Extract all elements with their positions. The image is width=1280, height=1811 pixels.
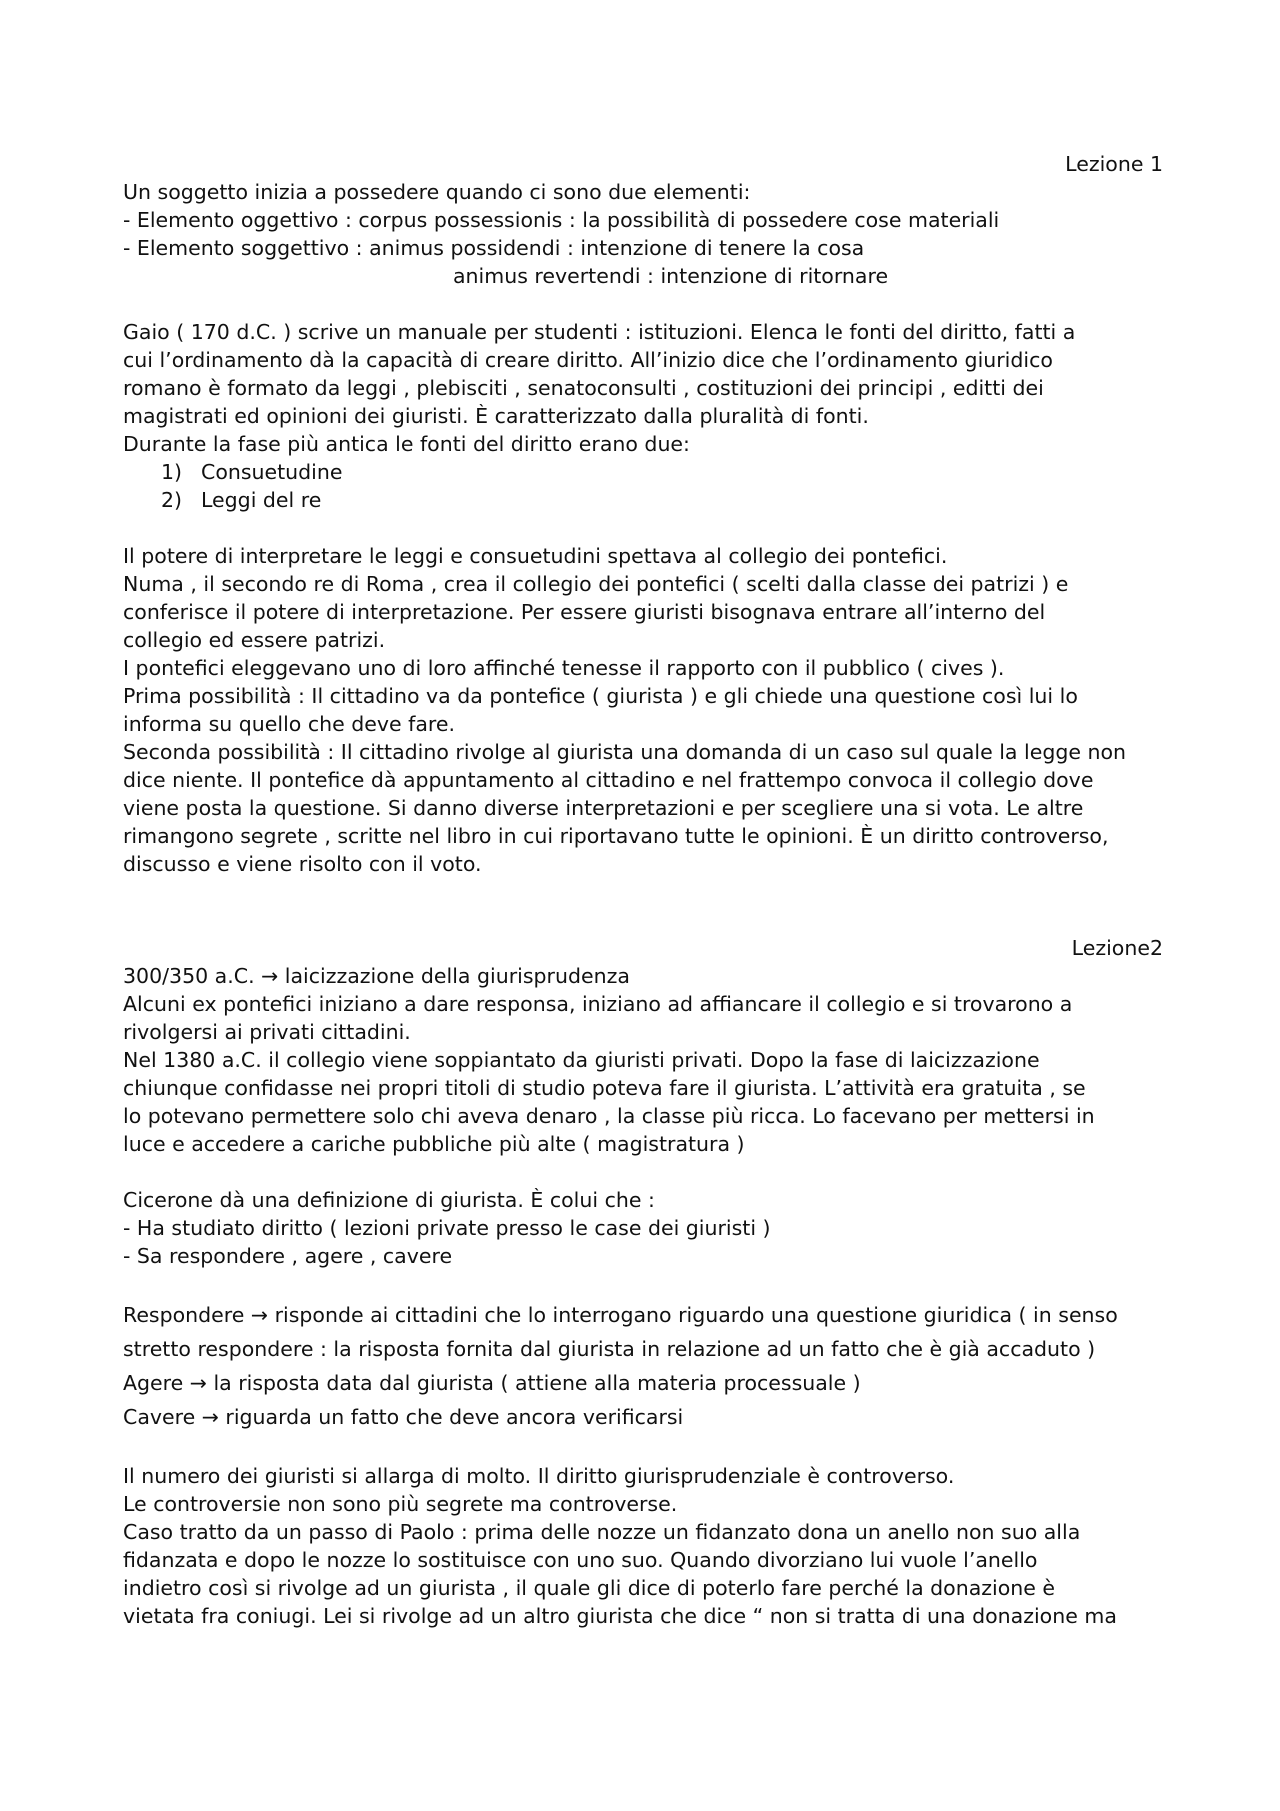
definition-respondere: Respondere → risponde ai cittadini che lo interrogano riguardo una questione giuridica ( in senso [123, 1303, 1118, 1327]
paragraph-line: conferisce il potere di interpretazione. Per essere giuristi bisognava entrare all’interno del [123, 600, 1046, 624]
lesson-1-intro: Un soggetto inizia a possedere quando ci sono due elementi: [123, 180, 751, 204]
sources-list [123, 458, 1163, 514]
element-subjective-continued: animus revertendi : intenzione di ritornare [453, 264, 889, 288]
paragraph-line: Le controversie non sono più segrete ma controverse. [123, 1492, 678, 1516]
lesson-1-heading: Lezione 1 [1065, 152, 1163, 176]
paragraph-line: indietro così si rivolge ad un giurista , il quale gli dice di poterlo fare perché la donazione è [123, 1576, 1055, 1600]
list-item [123, 458, 1163, 486]
paragraph-line: - Sa respondere , agere , cavere [123, 1244, 453, 1268]
paragraph-line: Il numero dei giuristi si allarga di molto. Il diritto giurisprudenziale è controverso. [123, 1464, 955, 1488]
list-number: 1) [161, 460, 183, 484]
paragraph-line: Il potere di interpretare le leggi e consuetudini spettava al collegio dei pontefici. [123, 544, 948, 568]
paragraph-line: Durante la fase più antica le fonti del diritto erano due: [123, 432, 690, 456]
document-content [123, 150, 1163, 1630]
paragraph-line: rivolgersi ai privati cittadini. [123, 1020, 411, 1044]
paragraph-line: I pontefici eleggevano uno di loro affinché tenesse il rapporto con il pubblico ( cives ). [123, 656, 1005, 680]
paragraph-line: Cicerone dà una definizione di giurista. È colui che : [123, 1188, 655, 1212]
list-number: 2) [161, 488, 183, 512]
paragraph-line: Caso tratto da un passo di Paolo : prima delle nozze un fidanzato dona un anello non suo alla [123, 1520, 1081, 1544]
paragraph-line: Alcuni ex pontefici iniziano a dare responsa, iniziano ad affiancare il collegio e si trovarono a [123, 992, 1073, 1016]
paragraph-line: magistrati ed opinioni dei giuristi. È caratterizzato dalla pluralità di fonti. [123, 404, 869, 428]
element-objective: - Elemento oggettivo : corpus possessionis : la possibilità di possedere cose materiali [123, 208, 1000, 232]
paragraph-line: viene posta la questione. Si danno diverse interpretazioni e per scegliere una si vota. Le altre [123, 796, 1084, 820]
paragraph-line: rimangono segrete , scritte nel libro in cui riportavano tutte le opinioni. È un diritto controverso, [123, 824, 1109, 848]
definition-respondere-continued: stretto respondere : la risposta fornita dal giurista in relazione ad un fatto che è già accaduto ) [123, 1337, 1096, 1361]
list-text: Consuetudine [201, 460, 343, 484]
lesson-2-heading: Lezione2 [1071, 936, 1163, 960]
paragraph-pontefici [123, 542, 1163, 878]
paragraph-line: luce e accedere a cariche pubbliche più alte ( magistratura ) [123, 1132, 745, 1156]
paragraph-line: Prima possibilità : Il cittadino va da pontefice ( giurista ) e gli chiede una questione così lui lo [123, 684, 1078, 708]
paragraph-line: dice niente. Il pontefice dà appuntamento al cittadino e nel frattempo convoca il collegio dove [123, 768, 1094, 792]
paragraph-controversie [123, 1462, 1163, 1630]
paragraph-line: cui l’ordinamento dà la capacità di creare diritto. All’inizio dice che l’ordinamento giuridico [123, 348, 1053, 372]
paragraph-line: Gaio ( 170 d.C. ) scrive un manuale per studenti : istituzioni. Elenca le fonti del diritto, fatti a [123, 320, 1076, 344]
paragraph-line: - Ha studiato diritto ( lezioni private presso le case dei giuristi ) [123, 1216, 771, 1240]
paragraph-line: 300/350 a.C. → laicizzazione della giurisprudenza [123, 964, 630, 988]
paragraph-line: Nel 1380 a.C. il collegio viene soppiantato da giuristi privati. Dopo la fase di laicizzazione [123, 1048, 1040, 1072]
definition-agere: Agere → la risposta data dal giurista ( attiene alla materia processuale ) [123, 1371, 861, 1395]
definition-cavere: Cavere → riguarda un fatto che deve ancora verificarsi [123, 1405, 684, 1429]
paragraph-line: romano è formato da leggi , plebisciti , senatoconsulti , costituzioni dei principi , editti dei [123, 376, 1044, 400]
paragraph-gaio [123, 318, 1163, 458]
paragraph-line: Seconda possibilità : Il cittadino rivolge al giurista una domanda di un caso sul quale la legge non [123, 740, 1126, 764]
paragraph-cicerone [123, 1186, 1163, 1270]
paragraph-laicizzazione [123, 962, 1163, 1158]
paragraph-line: fidanzata e dopo le nozze lo sostituisce con uno suo. Quando divorziano lui vuole l’anello [123, 1548, 1038, 1572]
paragraph-line: informa su quello che deve fare. [123, 712, 455, 736]
paragraph-line: vietata fra coniugi. Lei si rivolge ad un altro giurista che dice “ non si tratta di una donazione ma [123, 1604, 1117, 1628]
paragraph-line: Numa , il secondo re di Roma , crea il collegio dei pontefici ( scelti dalla classe dei patrizi ) e [123, 572, 1069, 596]
list-item [123, 486, 1163, 514]
paragraph-line: chiunque confidasse nei propri titoli di studio poteva fare il giurista. L’attività era gratuita , se [123, 1076, 1086, 1100]
paragraph-line: lo potevano permettere solo chi aveva denaro , la classe più ricca. Lo facevano per mettersi in [123, 1104, 1095, 1128]
element-subjective: - Elemento soggettivo : animus possidendi : intenzione di tenere la cosa [123, 236, 865, 260]
list-text: Leggi del re [201, 488, 322, 512]
paragraph-line: collegio ed essere patrizi. [123, 628, 386, 652]
paragraph-line: discusso e viene risolto con il voto. [123, 852, 482, 876]
definitions-block [123, 1298, 1163, 1434]
